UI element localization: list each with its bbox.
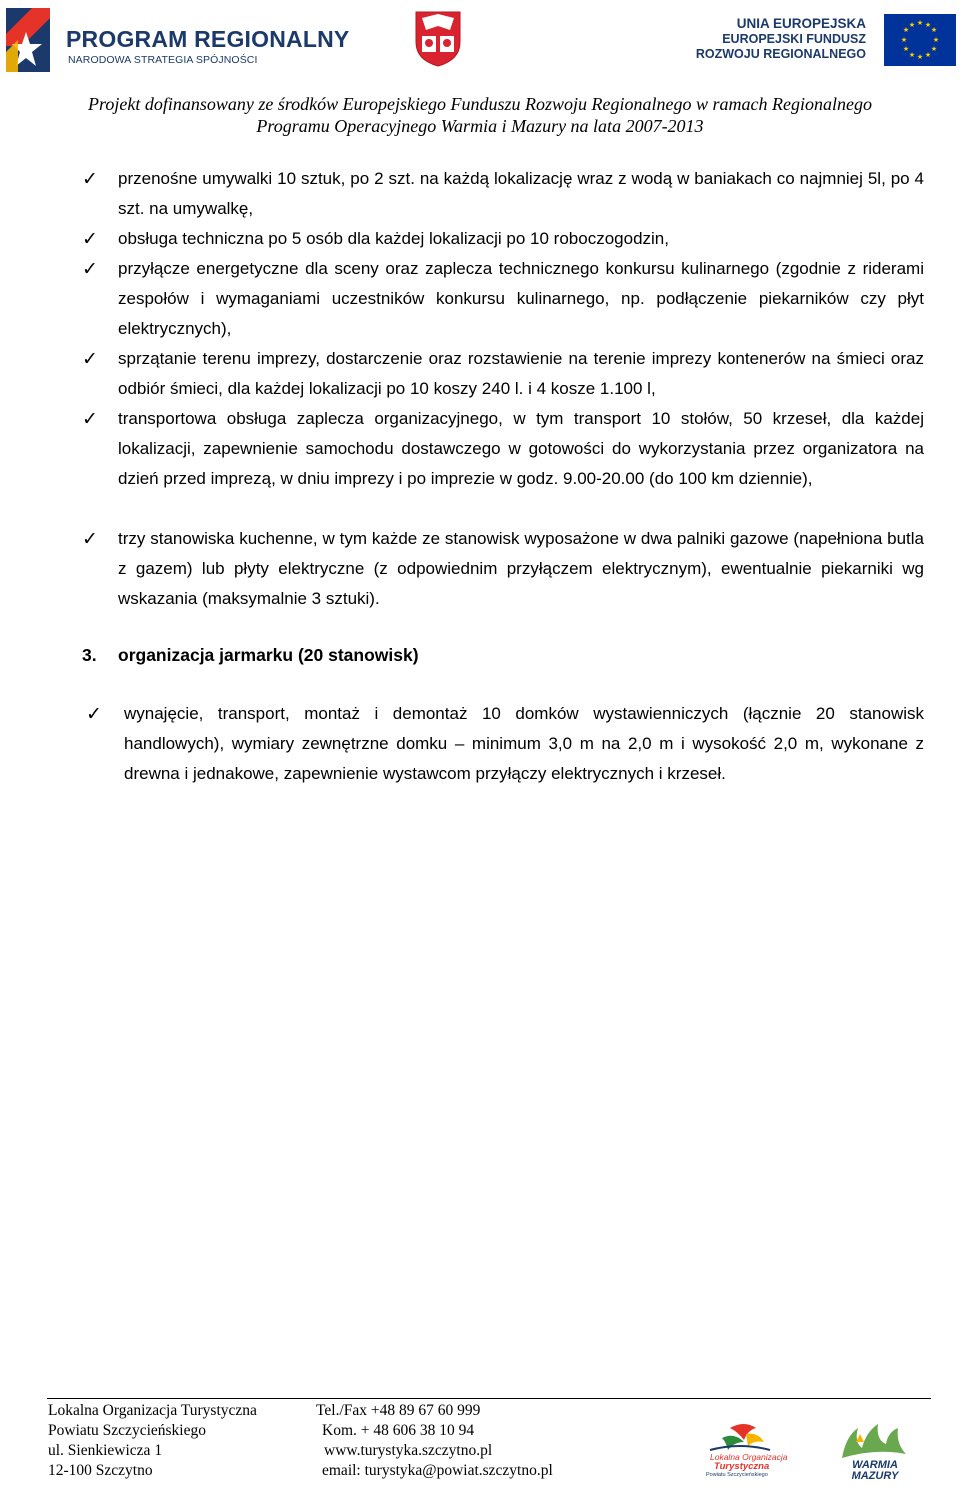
eu-text-block xyxy=(696,16,866,62)
program-title: PROGRAM REGIONALNY xyxy=(66,26,350,52)
footer-org-line2: Powiatu Szczycieńskiego xyxy=(48,1422,206,1439)
svg-text:★: ★ xyxy=(924,21,932,29)
list-item: transportowa obsługa zaplecza organizacyjnego, w tym transport 10 stołów, 50 krzeseł, dla każdej lokalizacji, zapewnienie samochodu dostawczego w gotowości do wykorzystania przez organizatora na dzień przed imprezą, w dniu imprezy i po imprezie w godz. 9.00-20.00 (do 100 km dziennie), xyxy=(118,409,924,488)
footer-contact-phone: Tel./Fax +48 89 67 60 999 xyxy=(316,1402,481,1419)
list-item: przenośne umywalki 10 sztuk, po 2 szt. na każdą lokalizację wraz z wodą w baniakach co najmniej 5l, po 4 szt. na umywalkę, xyxy=(118,169,924,218)
footer-contact-website[interactable]: www.turystyka.szczytno.pl xyxy=(324,1442,493,1459)
project-funding-note xyxy=(0,93,960,137)
list-item: trzy stanowiska kuchenne, w tym każde ze stanowisk wyposażone w dwa palniki gazowe (napełniona butla z gazem) lub płyty elektryczne (z odpowiednim przyłączem elektrycznym), ewentualnie piekarniki wg wskazania (maksymalnie 3 sztuki). xyxy=(118,529,924,608)
svg-text:★: ★ xyxy=(932,36,940,44)
footer-contact-mobile: Kom. + 48 606 38 10 94 xyxy=(322,1422,475,1439)
section-number: 3. xyxy=(82,645,97,665)
checkmark-icon: ✓ xyxy=(82,408,98,430)
svg-text:★: ★ xyxy=(908,51,916,59)
lot-text3: Powiatu Szczycieńskiego xyxy=(706,1472,768,1478)
svg-text:★: ★ xyxy=(930,45,938,53)
warmia-mazury-logo xyxy=(836,1418,914,1482)
checkmark-icon: ✓ xyxy=(82,228,98,250)
svg-text:★: ★ xyxy=(930,26,938,34)
list-item: sprzątanie terenu imprezy, dostarczenie oraz rozstawienie na terenie imprezy kontenerów na śmieci oraz odbiór śmieci, dla każdej lokalizacji po 10 koszy 240 l. i 4 kosze 1.100 l, xyxy=(118,349,924,398)
svg-text:★: ★ xyxy=(900,36,908,44)
footer-contact-email[interactable]: email: turystyka@powiat.szczytno.pl xyxy=(322,1462,553,1479)
svg-text:★: ★ xyxy=(902,45,910,53)
footer-org-line3: ul. Sienkiewicza 1 xyxy=(48,1442,163,1459)
eu-line3: ROZWOJU REGIONALNEGO xyxy=(695,47,866,61)
project-line1: Projekt dofinansowany ze środków Europejskiego Funduszu Rozwoju Regionalnego w ramach Regionalnego xyxy=(88,94,872,114)
project-line2: Programu Operacyjnego Warmia i Mazury na lata 2007-2013 xyxy=(256,116,704,136)
wm-text1: WARMIA xyxy=(852,1459,898,1471)
checkmark-icon: ✓ xyxy=(86,703,102,725)
section-title: organizacja jarmarku (20 stanowisk) xyxy=(118,645,419,665)
checkmark-icon: ✓ xyxy=(82,168,98,190)
program-subtitle: NARODOWA STRATEGIA SPÓJNOŚCI xyxy=(68,54,258,66)
lot-emblem-icon xyxy=(700,1420,830,1478)
list-item: obsługa techniczna po 5 osób dla każdej lokalizacji po 10 roboczogodzin, xyxy=(118,229,669,248)
svg-text:★: ★ xyxy=(902,26,910,34)
program-regionalny-emblem-icon xyxy=(2,4,62,74)
eu-line1: UNIA EUROPEJSKA xyxy=(736,16,866,31)
eu-fund-logo xyxy=(695,12,958,68)
lot-text1: Lokalna Organizacja xyxy=(710,1452,788,1462)
footer-org-line1: Lokalna Organizacja Turystyczna xyxy=(48,1402,257,1419)
checkmark-icon: ✓ xyxy=(82,528,98,550)
list-item: przyłącze energetyczne dla sceny oraz zaplecza technicznego konkursu kulinarnego (zgodnie z riderami zespołów i wymaganiami uczestników konkursu kulinarnego, np. podłączenie piekarników czy płyt elektrycznych), xyxy=(118,259,924,338)
program-regionalny-logo xyxy=(2,4,350,74)
eu-flag-icon xyxy=(884,14,956,66)
footer-divider xyxy=(47,1398,931,1399)
warmia-mazury-emblem-icon xyxy=(836,1418,914,1482)
checkmark-icon: ✓ xyxy=(82,348,98,370)
svg-text:★: ★ xyxy=(924,51,932,59)
svg-text:★: ★ xyxy=(908,21,916,29)
wm-text2: MAZURY xyxy=(851,1470,899,1482)
lot-text2: Turystyczna xyxy=(714,1461,770,1472)
warmia-mazury-crest-icon xyxy=(414,8,462,68)
eu-line2: EUROPEJSKI FUNDUSZ xyxy=(722,32,866,46)
lot-logo xyxy=(700,1420,830,1478)
footer-org-line4: 12-100 Szczytno xyxy=(48,1462,153,1479)
checkmark-icon: ✓ xyxy=(82,258,98,280)
list-item: wynajęcie, transport, montaż i demontaż 10 domków wystawienniczych (łącznie 20 stanowisk handlowych), wymiary zewnętrzne domku – minimum 3,0 m na 2,0 m i wysokość 2,0 m, wykonane z drewna i jednakowe, zapewnienie wystawcom przyłączy elektrycznych i krzeseł. xyxy=(124,704,924,783)
svg-text:★: ★ xyxy=(916,53,924,61)
svg-text:★: ★ xyxy=(916,19,924,27)
